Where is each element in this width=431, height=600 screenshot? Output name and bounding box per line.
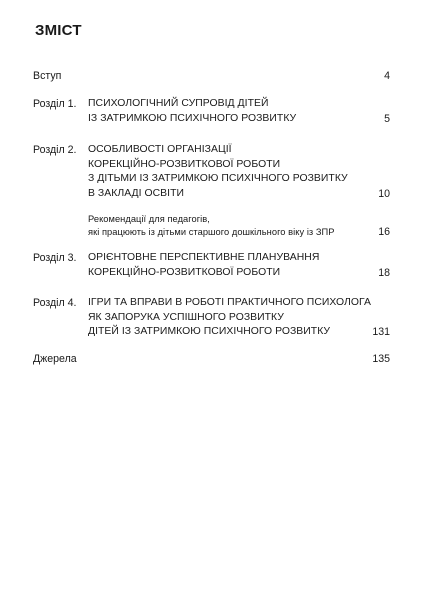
toc-title-line: КОРЕКЦІЙНО-РОЗВИТКОВОЇ РОБОТИ — [88, 158, 281, 170]
toc-entry-label: Розділ 3. — [33, 252, 77, 264]
toc-title-line: ОСОБЛИВОСТІ ОРГАНІЗАЦІЇ — [88, 144, 232, 155]
page-title: ЗМІСТ — [35, 22, 82, 39]
toc-entry-title — [88, 97, 358, 126]
toc-page-number: 16 — [378, 225, 390, 238]
toc-entry-chapter-2 — [33, 143, 390, 202]
toc-subentry-recommendations — [88, 213, 390, 239]
toc-entry-chapter-3 — [33, 251, 390, 281]
toc-title-line: Рекомендації для педагогів, — [88, 214, 210, 224]
toc-title-line: ДІТЕЙ ІЗ ЗАТРИМКОЮ ПСИХІЧНОГО РОЗВИТКУ — [88, 326, 331, 337]
toc-title-line: ІГРИ ТА ВПРАВИ В РОБОТІ ПРАКТИЧНОГО ПСИХОЛОГА — [88, 297, 372, 308]
toc-entry-chapter-4 — [33, 296, 390, 340]
toc-entry-label: Розділ 4. — [33, 297, 77, 309]
toc-entry-chapter-1 — [33, 97, 390, 127]
toc-entry-title — [88, 296, 372, 340]
toc-title-line: КОРЕКЦІЙНО-РОЗВИТКОВОЇ РОБОТИ — [88, 266, 281, 278]
toc-page-number: 131 — [372, 326, 390, 338]
toc-title-line: З ДІТЬМИ ІЗ ЗАТРИМКОЮ ПСИХІЧНОГО РОЗВИТКУ — [88, 173, 348, 184]
toc-page-number: 135 — [372, 353, 390, 365]
toc-title-line: ЯК ЗАПОРУКА УСПІШНОГО РОЗВИТКУ — [88, 311, 284, 323]
toc-entry-title — [88, 251, 358, 280]
toc-entry-label: Вступ — [33, 70, 62, 82]
toc-entry-label: Розділ 2. — [33, 144, 77, 156]
toc-page-number: 10 — [378, 187, 390, 200]
toc-entry-label: Розділ 1. — [33, 98, 77, 110]
toc-page-number: 5 — [384, 112, 390, 125]
toc-title-line: які працюють із дітьми старшого дошкільного віку із ЗПР — [88, 226, 335, 237]
toc-title-line: ОРІЄНТОВНЕ ПЕРСПЕКТИВНЕ ПЛАНУВАННЯ — [88, 252, 320, 263]
toc-entry-title — [88, 213, 335, 238]
toc-entry-title — [88, 143, 358, 201]
toc-entry-sources — [33, 352, 390, 367]
toc-title-line: В ЗАКЛАДІ ОСВІТИ — [88, 187, 185, 199]
toc-page-number: 4 — [384, 70, 390, 82]
toc-entry-label: Джерела — [33, 353, 77, 365]
toc-title-line: ПСИХОЛОГІЧНИЙ СУПРОВІД ДІТЕЙ — [88, 98, 269, 109]
toc-entry-intro — [33, 69, 390, 84]
toc-page-number: 18 — [378, 266, 390, 279]
toc-title-line: ІЗ ЗАТРИМКОЮ ПСИХІЧНОГО РОЗВИТКУ — [88, 112, 297, 124]
